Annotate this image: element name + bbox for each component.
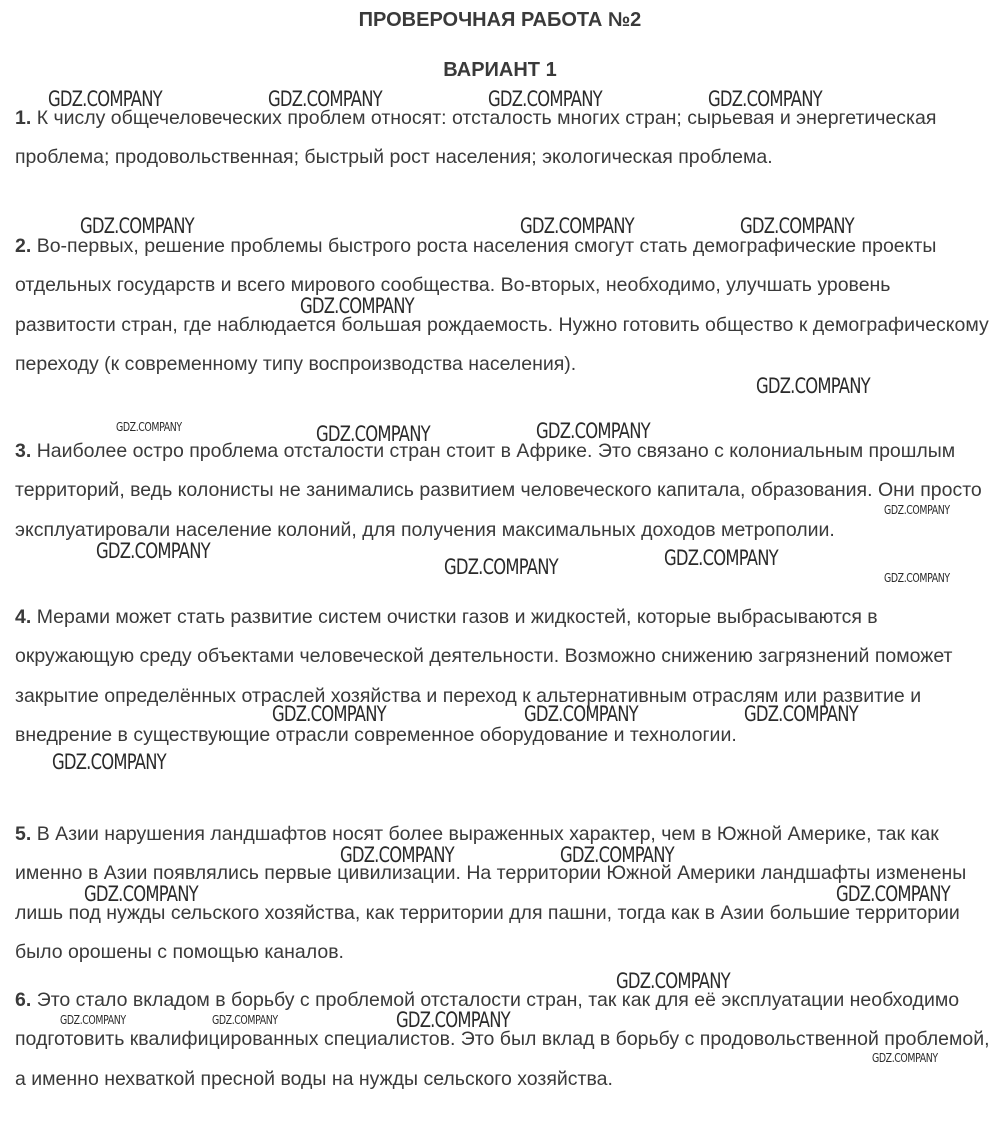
answer-6 (15, 981, 990, 1099)
answer-number: 2. (15, 235, 32, 257)
watermark: GDZ.COMPANY (300, 294, 414, 318)
watermark: GDZ.COMPANY (616, 969, 730, 993)
watermark: GDZ.COMPANY (84, 882, 198, 906)
watermark: GDZ.COMPANY (664, 546, 778, 570)
watermark: GDZ.COMPANY (80, 214, 194, 238)
watermark: GDZ.COMPANY (396, 1008, 510, 1032)
answer-4 (15, 598, 990, 755)
watermark: GDZ.COMPANY (272, 702, 386, 726)
watermark: GDZ.COMPANY (268, 87, 382, 111)
watermark: GDZ.COMPANY (116, 420, 182, 434)
page-title: ПРОВЕРОЧНАЯ РАБОТА №2 (358, 9, 642, 31)
watermark: GDZ.COMPANY (316, 422, 430, 446)
watermark: GDZ.COMPANY (488, 87, 602, 111)
watermark: GDZ.COMPANY (340, 843, 454, 867)
answer-text: Мерами может стать развитие систем очистки газов и жидкостей, которые выбрасываются в окружающую среду объектами человеческой деятельности. Возможно снижению загрязнений поможет закрытие определённых отраслей хозяйства и переход к альтернативным отраслям или развитие и внедрение в существующие отрасли современное оборудование и технологии. (15, 606, 953, 746)
watermark: GDZ.COMPANY (560, 843, 674, 867)
answer-number: 1. (15, 107, 32, 129)
answer-number: 5. (15, 823, 32, 845)
answer-number: 3. (15, 440, 32, 462)
variant-title: ВАРИАНТ 1 (443, 59, 557, 81)
watermark: GDZ.COMPANY (444, 555, 558, 579)
watermark: GDZ.COMPANY (836, 882, 950, 906)
answer-text: К числу общечеловеческих проблем относят: отсталость многих стран; сырьевая и энергетическая проблема; продовольственная; быстрый рост населения; экологическая проблема. (15, 107, 937, 169)
watermark: GDZ.COMPANY (884, 503, 950, 517)
watermark: GDZ.COMPANY (212, 1013, 278, 1027)
watermark: GDZ.COMPANY (524, 702, 638, 726)
watermark: GDZ.COMPANY (48, 87, 162, 111)
watermark: GDZ.COMPANY (884, 571, 950, 585)
answer-text: Во-первых, решение проблемы быстрого роста населения смогут стать демографические проекты отдельных государств и всего мирового сообщества. Во-вторых, необходимо, улучшать уровень развитости стран, где наблюдается большая рождаемость. Нужно готовить общество к демографическому переходу (к современному типу воспроизводства населения). (15, 235, 989, 375)
answer-number: 4. (15, 606, 32, 628)
watermark: GDZ.COMPANY (756, 374, 870, 398)
answer-text: Это стало вкладом в борьбу с проблемой отсталости стран, так как для её эксплуатации необходимо подготовить квалифицированных специалистов. Это был вклад в борьбу с продовольственной проблемой, а именно нехваткой пресной воды на нужды сельского хозяйства. (15, 989, 990, 1090)
answer-2 (15, 227, 990, 384)
watermark: GDZ.COMPANY (740, 214, 854, 238)
watermark: GDZ.COMPANY (536, 419, 650, 443)
answer-text: Наиболее остро проблема отсталости стран стоит в Африке. Это связано с колониальным прошлым территорий, ведь колонисты не занимались развитием человеческого капитала, образования. Они просто эксплуатировали население колоний, для получения максимальных доходов метрополии. (15, 440, 982, 541)
watermark: GDZ.COMPANY (96, 539, 210, 563)
answer-number: 6. (15, 989, 32, 1011)
watermark: GDZ.COMPANY (60, 1013, 126, 1027)
watermark: GDZ.COMPANY (872, 1051, 938, 1065)
watermark: GDZ.COMPANY (52, 750, 166, 774)
watermark: GDZ.COMPANY (744, 702, 858, 726)
answer-3 (15, 432, 990, 550)
watermark: GDZ.COMPANY (520, 214, 634, 238)
watermark: GDZ.COMPANY (708, 87, 822, 111)
answer-text: В Азии нарушения ландшафтов носят более выраженных характер, чем в Южной Америке, так как именно в Азии появлялись первые цивилизации. На территории Южной Америки ландшафты изменены лишь под нужды сельского хозяйства, как территории для пашни, тогда как в Азии большие территории было орошены с помощью каналов. (15, 823, 967, 963)
